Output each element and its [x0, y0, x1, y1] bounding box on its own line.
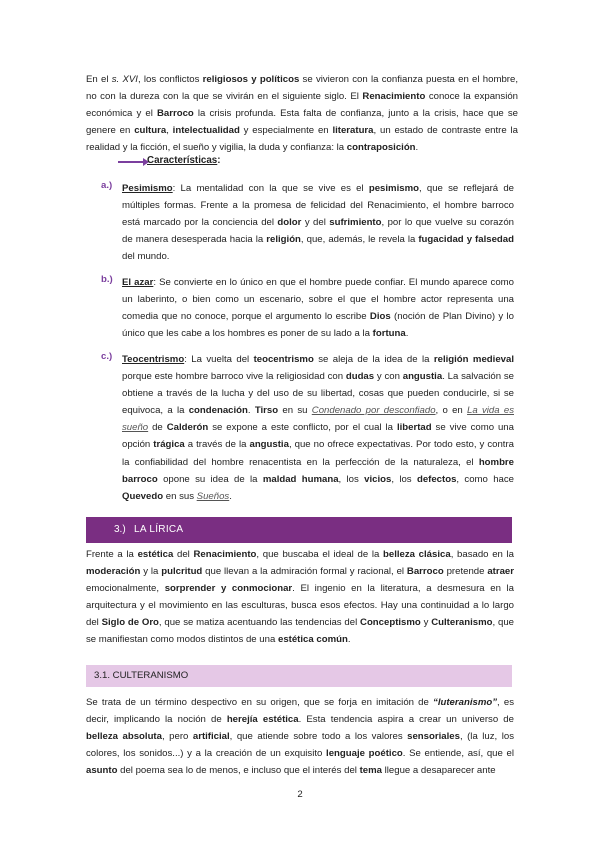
lirica-paragraph: Frente a la estética del Renacimiento, que buscaba el ideal de la belleza clásica, basado en la moderación y la pulcritud que llevan a la admiración formal y racional, el Barroco pretende atraer emocionalmente, sorprender y conmocionar. El ingenio en la literatura, a desmesura en la arquitectura y el movimiento en las esculturas, busca esos efectos. Hay una continuidad a lo largo del Siglo de Oro, que se matiza acentuando las tendencias del Conceptismo y Culteranismo, que se manifiestan como modos distintos de una estética común.	[86, 549, 515, 646]
list-item-pesimismo: Pesimismo: La mentalidad con la que se vive es el pesimismo, que se reflejará de múltiples formas. Frente a la promesa de felicidad del Renacimiento, el hombre barroco está marcado por la conciencia del dolor y del sufrimiento, por lo que vuelve su corazón de manera desesperada hacia la religión, que, además, le revela la fugacidad y falsedad del mundo.	[122, 183, 514, 263]
list-marker-c: c.)	[101, 351, 113, 362]
culteranismo-paragraph: Se trata de un término despectivo en su origen, que se forja en imitación de “luteranismo”, es decir, implicando la noción de herejía estética. Esta tendencia aspira a crear un universo de belleza absoluta, pero artificial, que atiende sobre todo a los valores sensoriales, (la luz, los colores, los sonidos...) y a la creación de un exquisito lenguaje poético. Se entiende, así, que el asunto del poema sea lo de menos, e incluso que el interés del tema llegue a desaparecer ante	[86, 697, 515, 777]
page-number: 2	[297, 789, 303, 800]
intro-paragraph: En el s. XVI, los conflictos religiosos y políticos se vivieron con la confianza puesta en el hombre, no con la dureza con la que se vivirán en el siguiente siglo. El Renacimiento conoce la expansión económica y el Barroco la crisis profunda. Esta falta de confianza, junto a la crisis, hace que se genere en cultura, intelectualidad y especialmente en literatura, un estado de contraste entre la realidad y la ficción, el sueño y vigilia, la duda y confianza: la contraposición.	[86, 74, 518, 154]
list-marker-b: b.)	[101, 274, 113, 285]
arrow-right-icon	[118, 161, 146, 163]
list-item-azar: El azar: Se convierte en lo único en que el hombre puede confiar. El mundo aparece como un laberinto, o bien como un escenario, sobre el que el hombre actor representa una comedia que no conoce, porque el argumento lo escribe Dios (noción de Plan Divino) y lo único que les cabe a los hombres es poner de su lado a la fortuna.	[122, 277, 514, 340]
list-item-teocentrismo: Teocentrismo: La vuelta del teocentrismo se aleja de la idea de la religión medieval porque este hombre barroco vive la religiosidad con dudas y con angustia. La salvación se obtiene a través de la lucha y del uso de su libertad, cosas que pueden conducirle, si se equivoca, a la condenación. Tirso en su Condenado por desconfiado, o en La vida es sueño de Calderón se expone a este conflicto, por el cual la libertad se vive como una opción trágica a través de la angustia, que no ofrece expectativas. Por todo esto, y contra la confiabilidad del hombre renacentista en la perfección de la naturaleza, el hombre barroco opone su idea de la maldad humana, los vicios, los defectos, como hace Quevedo en sus Sueños.	[122, 354, 515, 502]
section-number: 3.)	[114, 524, 126, 535]
section-heading-lirica	[86, 517, 512, 543]
list-marker-a: a.)	[101, 180, 113, 191]
caracteristicas-heading: Características:	[147, 155, 221, 166]
subsection-heading-culteranismo: 3.1. CULTERANISMO	[86, 665, 512, 687]
section-title: LA LÍRICA	[134, 524, 184, 535]
